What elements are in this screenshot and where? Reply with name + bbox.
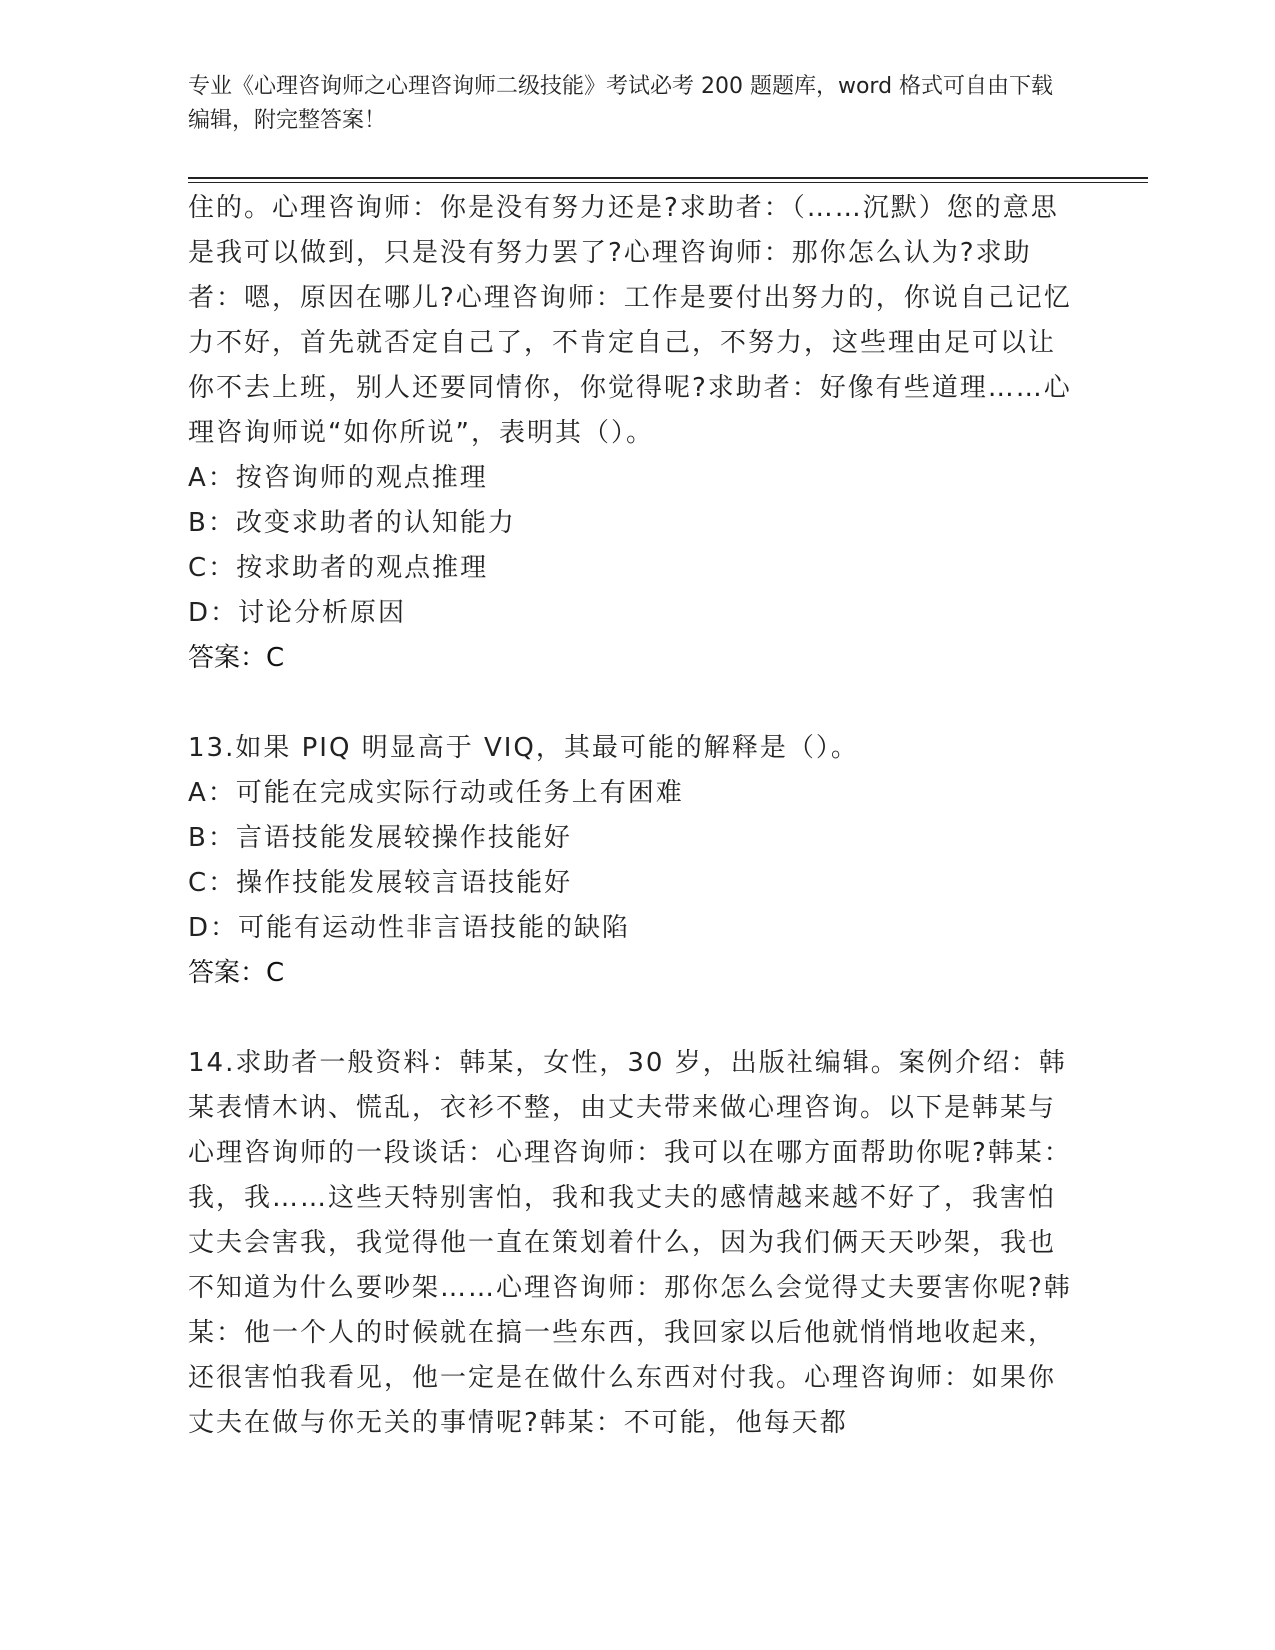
answer: 答案：C [188, 643, 285, 673]
option-d: D：可能有运动性非言语技能的缺陷 [188, 913, 631, 943]
option-a: A：按咨询师的观点推理 [188, 463, 488, 493]
option-b: B：言语技能发展较操作技能好 [188, 823, 572, 853]
option-c: C：操作技能发展较言语技能好 [188, 868, 573, 898]
document-body [188, 186, 1078, 1446]
question-stem: 住的。心理咨询师：你是没有努力还是?求助者：（……沉默）您的意思是我可以做到，只是没有努力罢了?心理咨询师：那你怎么认为?求助者：嗯，原因在哪儿?心理咨询师：工作是要付出努力的，你说自己记忆力不好，首先就否定自己了，不肯定自己，不努力，这些理由足可以让你不去上班，别人还要同情你，你觉得呢?求助者：好像有些道理……心理咨询师说“如你所说”，表明其（）。 [188, 193, 1072, 448]
header-divider-thin [188, 182, 1148, 183]
option-d: D：讨论分析原因 [188, 598, 407, 628]
option-a: A：可能在完成实际行动或任务上有困难 [188, 778, 684, 808]
document-header: 专业《心理咨询师之心理咨询师二级技能》考试必考 200 题题库，word 格式可自由下载编辑，附完整答案！ [188, 74, 1054, 133]
answer: 答案：C [188, 958, 285, 988]
question-12 [188, 186, 1078, 681]
option-b: B：改变求助者的认知能力 [188, 508, 516, 538]
spacer [188, 996, 1078, 1041]
question-13 [188, 726, 1078, 996]
question-14 [188, 1041, 1078, 1446]
spacer [188, 681, 1078, 726]
option-c: C：按求助者的观点推理 [188, 553, 489, 583]
header-divider [188, 177, 1148, 179]
question-stem: 13.如果 PIQ 明显高于 VIQ，其最可能的解释是（）。 [188, 733, 859, 763]
question-stem: 14.求助者一般资料：韩某，女性，30 岁，出版社编辑。案例介绍：韩某表情木讷、慌乱，衣衫不整，由丈夫带来做心理咨询。以下是韩某与心理咨询师的一段谈话：心理咨询师：我可以在哪方面帮助你呢?韩某：我，我……这些天特别害怕，我和我丈夫的感情越来越不好了，我害怕丈夫会害我，我觉得他一直在策划着什么，因为我们俩天天吵架，我也不知道为什么要吵架……心理咨询师：那你怎么会觉得丈夫要害你呢?韩某：他一个人的时候就在搞一些东西，我回家以后他就悄悄地收起来，还很害怕我看见，他一定是在做什么东西对付我。心理咨询师：如果你丈夫在做与你无关的事情呢?韩某：不可能，他每天都 [188, 1048, 1072, 1438]
